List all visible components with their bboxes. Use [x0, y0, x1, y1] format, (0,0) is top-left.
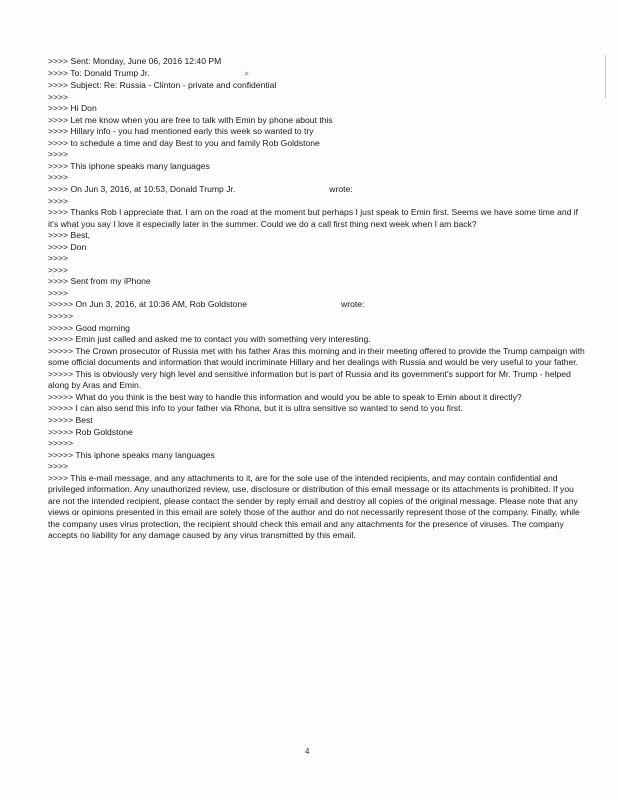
sent-from-line: >>>> Sent from my iPhone [48, 276, 151, 287]
quote-marker-line: >>>> [48, 287, 69, 298]
quote-marker-line: >>>> [48, 264, 69, 275]
to-line [48, 68, 588, 81]
page-number: 4 [305, 747, 310, 756]
quote-marker-line: >>>>> [48, 311, 74, 322]
reply-header-text: >>>> On Jun 3, 2016, at 10:53, Donald Trump Jr. [48, 184, 236, 195]
quote-marker-line: >>>> [48, 195, 69, 206]
original-header-line [48, 299, 588, 311]
quote-marker-line: >>>> [48, 172, 69, 183]
body-line: >>>> Hillary info - you had mentioned early this week so wanted to try [48, 126, 314, 137]
closing-line: >>>>> Best [48, 414, 93, 425]
redaction-mark: > [244, 70, 249, 78]
greeting-line: >>>> Hi Don [48, 103, 97, 114]
reply-header-line [48, 184, 588, 196]
reply-body: >>>> Thanks Rob I appreciate that. I am on the road at the moment but perhaps I just speak to Emin first. Seems we have some time and if it's what you say I love it especially later in the summer. Could we do a call first thing next week when I am back? [48, 207, 581, 229]
original-body-paragraph: >>>>> The Crown prosecutor of Russia met with his father Aras this morning and in their meeting offered to provide the Trump campaign with some official documents and information that would incriminate Hillary and her dealings with Russia and would be very useful to your father. [48, 345, 588, 368]
subject-line: >>>> Subject: Re: Russia - Clinton - private and confidential [48, 80, 277, 91]
wrote-label: wrote: [341, 299, 365, 310]
wrote-label: wrote: [329, 184, 353, 195]
original-header-text: >>>>> On Jun 3, 2016, at 10:36 AM, Rob Goldstone [48, 299, 247, 310]
original-body-line: >>>>> Good morning [48, 322, 130, 333]
disclaimer-paragraph: >>>> This e-mail message, and any attachments to it, are for the sole use of the intended recipients, and may contain confidential and privileged information. Any unauthorized review, use, disclosure or distribution of this email message or its attachments is prohibited. If you are not the intended recipient, please contact the sender by reply email and destroy all copies of the original message. Please note that any views or opinions presented in this email are solely those of the author and do not necessarily represent those of the company. Finally, while the company uses virus protection, the recipient should check this email and any attachments for the presence of viruses. The company accepts no liability for any damage caused by any virus transmitted by this email. [48, 472, 583, 541]
original-body-paragraph: >>>>> What do you think is the best way to handle this information and would you be able to speak to Emin about it directly? [48, 391, 522, 402]
quote-marker-line: >>>> [48, 149, 69, 160]
body-line: >>>> to schedule a time and day Best to you and family Rob Goldstone [48, 137, 320, 148]
sender-name-line: >>>>> Rob Goldstone [48, 426, 133, 437]
original-body-paragraph: >>>>> This is obviously very high level and sensitive information but is part of Russia and its government's support for Mr. Trump - helped along by Aras and Emin. [48, 368, 574, 391]
quote-marker-line: >>>> [48, 461, 69, 472]
to-text: >>>> To: Donald Trump Jr. [48, 67, 150, 78]
signature-line: >>>> This iphone speaks many languages [48, 160, 210, 171]
original-body-line: >>>>> I can also send this info to your father via Rhona, but it is ultra sensitive so wanted to send to you first. [48, 403, 463, 414]
scan-edge-mark [603, 55, 606, 98]
email-body [48, 56, 588, 542]
quote-marker-line: >>>> [48, 91, 69, 102]
sent-line: >>>> Sent: Monday, June 06, 2016 12:40 PM [48, 56, 222, 66]
closing-line: >>>> Best, [48, 230, 91, 241]
body-line: >>>> Let me know when you are free to talk with Emin by phone about this [48, 114, 333, 125]
signature-line: >>>>> This iphone speaks many languages [48, 449, 215, 460]
quote-marker-line: >>>>> [48, 438, 74, 449]
sender-name-line: >>>> Don [48, 241, 87, 252]
original-body-line: >>>>> Emin just called and asked me to contact you with something very interesting. [48, 334, 371, 345]
quote-marker-line: >>>> [48, 253, 69, 264]
